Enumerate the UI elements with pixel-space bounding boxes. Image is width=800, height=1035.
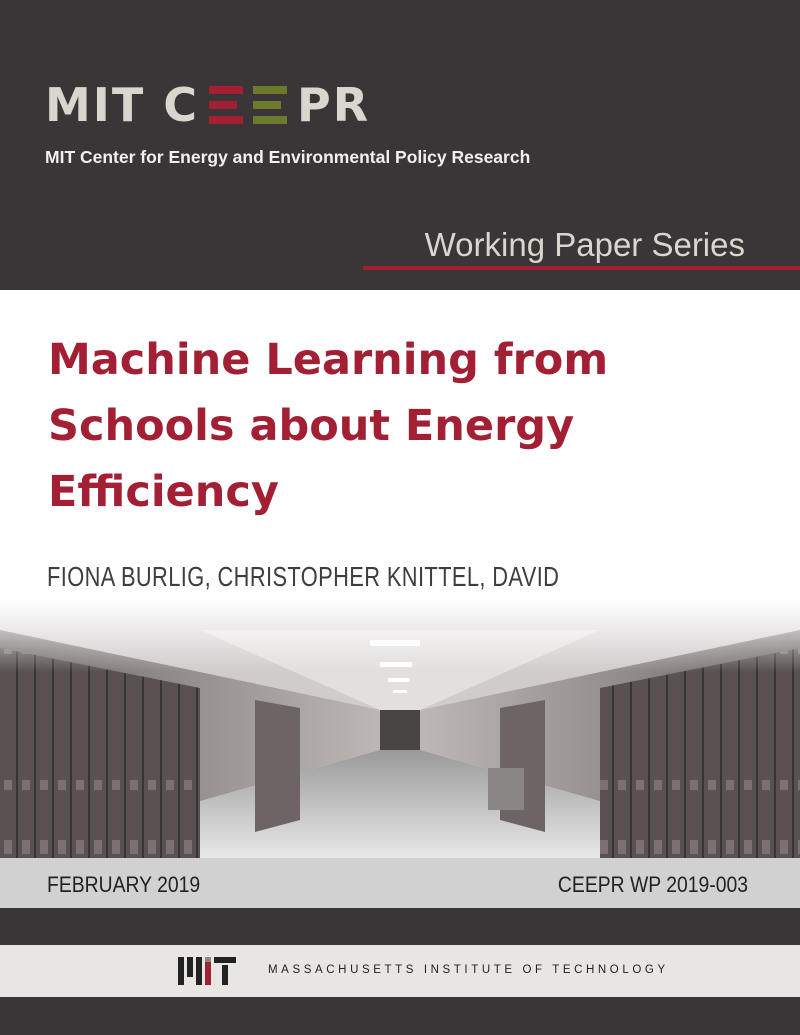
working-paper-number: CEEPR WP 2019-003 xyxy=(557,872,748,897)
logo-text-left: MIT C xyxy=(45,78,200,132)
logo-text-right: PR xyxy=(297,78,371,132)
institution-name: MASSACHUSETTS INSTITUTE OF TECHNOLOGY xyxy=(268,964,669,976)
mit-logo xyxy=(178,957,238,989)
series-underline xyxy=(363,266,800,270)
center-name: MIT Center for Energy and Environmental Policy Research xyxy=(45,147,531,167)
school-hallway-photo xyxy=(0,600,800,858)
header-band xyxy=(0,0,800,290)
publication-date: FEBRUARY 2019 xyxy=(47,872,201,897)
paper-title: Machine Learning from Schools about Energy Efficiency xyxy=(48,335,609,517)
authors-line-1: FIONA BURLIG, CHRISTOPHER KNITTEL, DAVID xyxy=(47,561,560,592)
logo-e-green xyxy=(253,84,287,126)
series-label: Working Paper Series xyxy=(424,226,745,263)
logo-e-red xyxy=(209,84,243,126)
ceepr-logo xyxy=(45,78,371,132)
